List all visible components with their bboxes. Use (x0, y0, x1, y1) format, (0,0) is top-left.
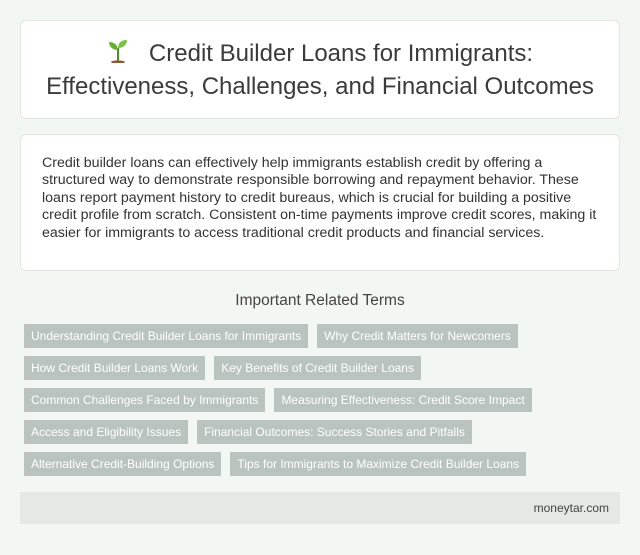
sprout-icon (107, 39, 129, 63)
related-terms-heading: Important Related Terms (235, 292, 405, 309)
title-text: Credit Builder Loans for Immigrants: Effectiveness, Challenges, and Financial Outcomes (46, 39, 594, 100)
tag-row (24, 388, 624, 412)
title-card (20, 20, 620, 119)
summary-text: Credit builder loans can effectively help immigrants establish credit by offering a structured way to demonstrate responsible borrowing and repayment behavior. These loans report payment history to credit bureaus, which is crucial for building a positive credit profile from scratch. Consistent on-time payments improve credit scores, making it easier for immigrants to access traditional credit products and financial services. (42, 155, 597, 241)
tag[interactable]: Financial Outcomes: Success Stories and Pitfalls (197, 420, 472, 444)
tag-row (24, 356, 624, 380)
tag-row (24, 420, 624, 444)
related-terms-list (24, 324, 624, 484)
summary-card (20, 134, 620, 271)
page-title (45, 37, 595, 103)
footer-site-link[interactable]: moneytar.com (533, 501, 609, 515)
tag[interactable]: How Credit Builder Loans Work (24, 356, 205, 380)
tag[interactable]: Access and Eligibility Issues (24, 420, 188, 444)
tag[interactable]: Measuring Effectiveness: Credit Score Impact (274, 388, 531, 412)
tag[interactable]: Key Benefits of Credit Builder Loans (214, 356, 421, 380)
footer (20, 492, 620, 524)
tag[interactable]: Common Challenges Faced by Immigrants (24, 388, 265, 412)
tag-row (24, 452, 624, 476)
tag[interactable]: Tips for Immigrants to Maximize Credit Builder Loans (230, 452, 526, 476)
tag[interactable]: Understanding Credit Builder Loans for Immigrants (24, 324, 308, 348)
tag[interactable]: Why Credit Matters for Newcomers (317, 324, 518, 348)
tag-row (24, 324, 624, 348)
tag[interactable]: Alternative Credit-Building Options (24, 452, 221, 476)
